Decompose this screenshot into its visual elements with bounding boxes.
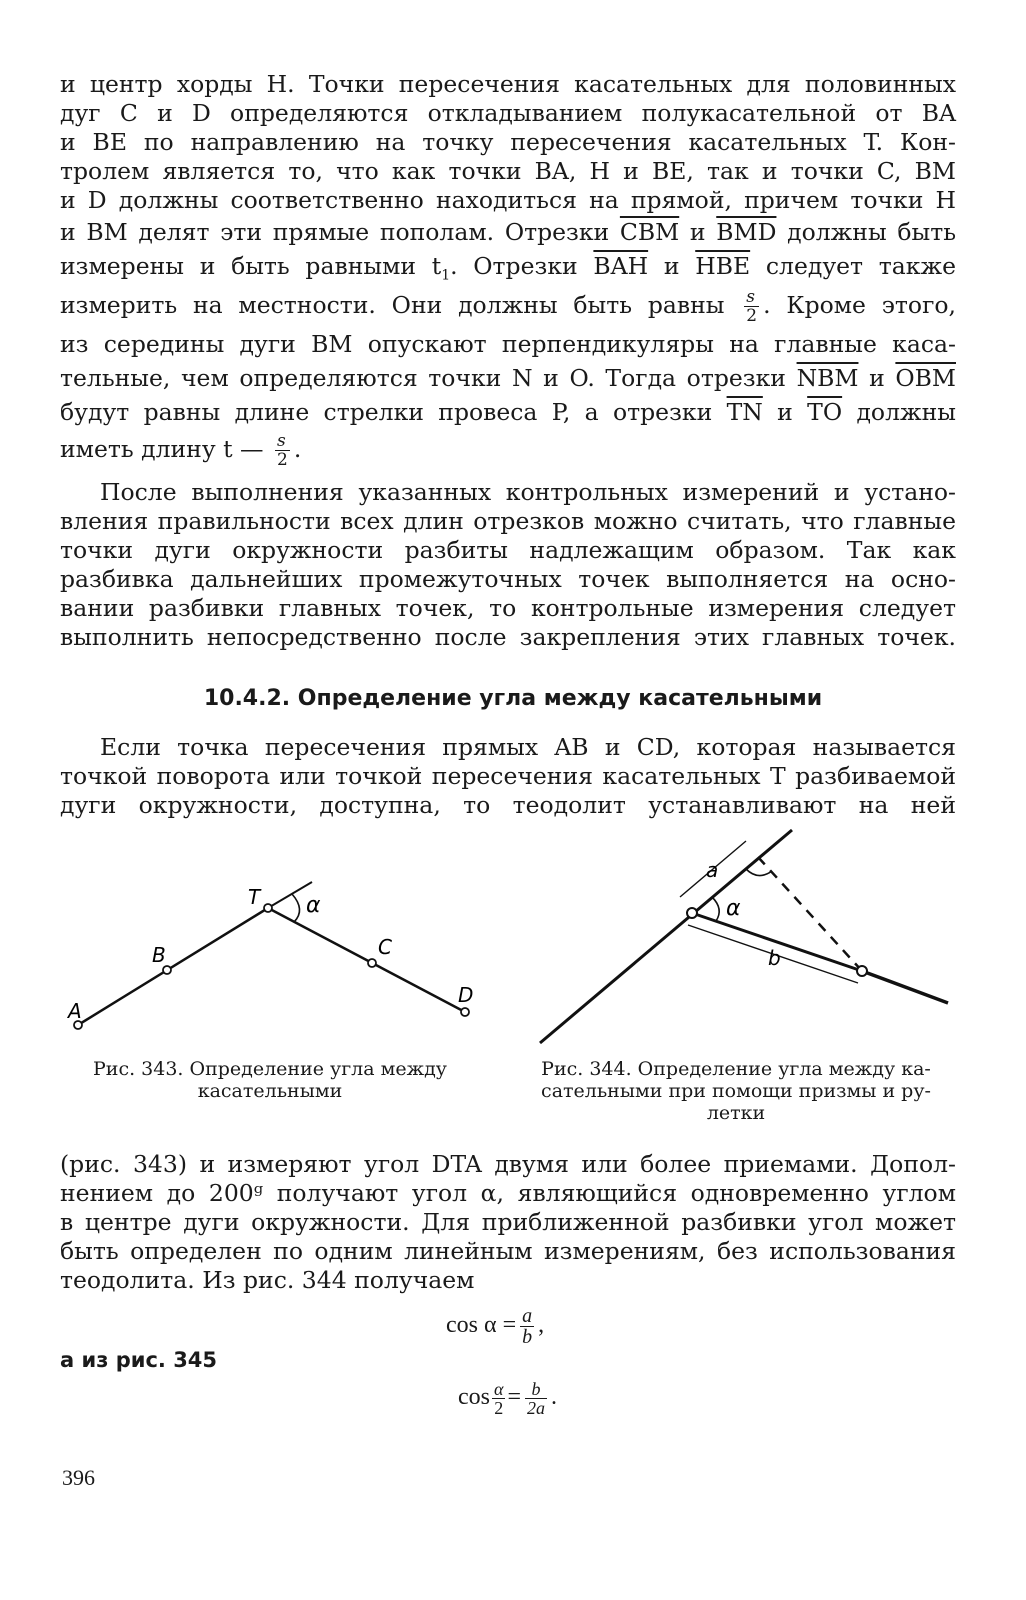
tangent-line-AT bbox=[78, 908, 268, 1025]
text-line: теодолита. Из рис. 344 получаем bbox=[60, 1266, 475, 1294]
text-line: быть определен по одним линейным измерениям, без использования bbox=[60, 1237, 956, 1265]
text-run: . bbox=[293, 435, 302, 463]
segment-label: $\overline{TN}$ bbox=[726, 398, 763, 426]
text-run: и bbox=[679, 218, 717, 246]
text-run: иметь длину t — bbox=[60, 435, 272, 463]
formula-tail: , bbox=[538, 1312, 545, 1339]
subscript: 1 bbox=[441, 267, 451, 284]
text-run: . Отрезки bbox=[450, 252, 594, 280]
tangent-line-2 bbox=[862, 971, 948, 1003]
text-line: вления правильности всех длин отрезков можно считать, что главные bbox=[60, 507, 956, 535]
label-C: C bbox=[378, 935, 392, 959]
text-line: После выполнения указанных контрольных измерений и устано- bbox=[100, 478, 956, 506]
text-line bbox=[60, 288, 956, 325]
text-line: вании разбивки главных точек, то контрольные измерения следует bbox=[60, 594, 956, 622]
label-alpha: α bbox=[306, 893, 321, 918]
fraction bbox=[275, 432, 290, 469]
denominator: 2 bbox=[277, 450, 288, 470]
numerator: s bbox=[275, 432, 290, 451]
formula-lhs: cos bbox=[458, 1384, 490, 1411]
caption-line: сательными при помощи призмы и ру- bbox=[541, 1080, 931, 1102]
numerator: a bbox=[522, 1305, 533, 1327]
segment-label: $\overline{TO}$ bbox=[807, 398, 843, 426]
text-run: и bbox=[762, 398, 808, 426]
text-line bbox=[60, 398, 956, 426]
section-heading: 10.4.2. Определение угла между касательными bbox=[203, 686, 823, 711]
numerator: α bbox=[494, 1379, 504, 1399]
text-line: выполнить непосредственно после закрепления этих главных точек. bbox=[60, 623, 956, 651]
fraction bbox=[520, 1306, 534, 1347]
text-run: и bbox=[858, 364, 896, 392]
text-run: и BM делят эти прямые пополам. Отрезки bbox=[60, 218, 620, 246]
text-line: нением до 200ᵍ получают угол α, являющийся одновременно углом bbox=[60, 1179, 956, 1207]
caption-line: летки bbox=[706, 1102, 766, 1124]
text-run: будут равны длине стрелки провеса P, а отрезки bbox=[60, 398, 727, 426]
segment-label: $\overline{NBM}$ bbox=[796, 364, 859, 392]
text-run: измерены и быть равными t bbox=[60, 252, 442, 280]
segment-label: $\overline{HBE}$ bbox=[695, 252, 751, 280]
text-line: и D должны соответственно находиться на прямой, причем точки H bbox=[60, 186, 956, 214]
denominator: b bbox=[522, 1326, 533, 1348]
segment-label: $\overline{OBM}$ bbox=[895, 364, 956, 392]
formula-eq: = bbox=[507, 1384, 521, 1411]
label-B: B bbox=[152, 943, 166, 967]
text-line: и центр хорды H. Точки пересечения касательных для половинных bbox=[60, 70, 956, 98]
text-run: следует также bbox=[750, 252, 956, 280]
point-C bbox=[368, 959, 376, 967]
numerator: b bbox=[525, 1380, 547, 1399]
figure-343-diagram bbox=[60, 870, 490, 1050]
text-line: и BE по направлению на точку пересечения касательных T. Кон- bbox=[60, 128, 956, 156]
text-line bbox=[60, 364, 956, 392]
caption-line: касательными bbox=[197, 1080, 343, 1102]
figure-344-caption bbox=[508, 1058, 964, 1124]
segment-label: $\overline{BMD}$ bbox=[716, 218, 777, 246]
angle-arc bbox=[712, 897, 719, 921]
text-line: (рис. 343) и измеряют угол DTA двумя или более приемами. Допол- bbox=[60, 1150, 956, 1178]
point-end bbox=[857, 966, 867, 976]
formula-cos-alpha bbox=[446, 1306, 544, 1347]
page-number: 396 bbox=[62, 1465, 95, 1490]
text-line: дуг C и D определяются откладыванием полукасательной от BA bbox=[60, 99, 956, 127]
text-line: Если точка пересечения прямых AB и CD, которая называется bbox=[100, 733, 956, 761]
label-a: a bbox=[706, 858, 719, 882]
text-run: тельные, чем определяются точки N и O. Тогда отрезки bbox=[60, 364, 797, 392]
label-b: b bbox=[768, 946, 781, 970]
text-line: из середины дуги BM опускают перпендикуляры на главные каса- bbox=[60, 330, 956, 358]
text-line bbox=[60, 252, 956, 290]
text-line: разбивка дальнейших промежуточных точек выполняется на осно- bbox=[60, 565, 956, 593]
text-line: дуги окружности, доступна, то теодолит устанавливают на ней bbox=[60, 791, 956, 819]
fraction bbox=[492, 1380, 505, 1417]
formula-tail: . bbox=[551, 1384, 557, 1411]
figure-344-diagram bbox=[520, 825, 960, 1050]
denominator: 2 bbox=[746, 306, 758, 326]
text-run: . Кроме этого, bbox=[763, 291, 956, 319]
label-T: T bbox=[248, 885, 261, 909]
right-angle-arc bbox=[746, 869, 772, 876]
segment-label: $\overline{BAH}$ bbox=[593, 252, 649, 280]
label-D: D bbox=[458, 983, 474, 1007]
caption-line: Рис. 344. Определение угла между ка- bbox=[541, 1058, 931, 1080]
tangent-line-1 bbox=[540, 830, 792, 1043]
text-line: точкой поворота или точкой пересечения касательных T разбиваемой bbox=[60, 762, 956, 790]
label-alpha: α bbox=[726, 896, 741, 921]
denominator: 2 bbox=[494, 1398, 504, 1418]
denominator: 2a bbox=[527, 1398, 545, 1418]
text-run: должны bbox=[842, 398, 956, 426]
point-prism bbox=[687, 908, 697, 918]
segment-label: $\overline{CBM}$ bbox=[619, 218, 680, 246]
figure-343-caption bbox=[60, 1058, 480, 1102]
fraction bbox=[744, 288, 759, 325]
fraction bbox=[525, 1380, 547, 1417]
numerator: s bbox=[744, 288, 759, 307]
text-line: в центре дуги окружности. Для приближенной разбивки угол может bbox=[60, 1208, 956, 1236]
label-A: A bbox=[68, 999, 82, 1023]
tangent-line-TD bbox=[268, 908, 465, 1012]
caption-line: Рис. 343. Определение угла между bbox=[93, 1058, 447, 1080]
text-line: точки дуги окружности разбиты надлежащим образом. Так как bbox=[60, 536, 956, 564]
formula-lhs: cos α = bbox=[446, 1312, 517, 1339]
text-run: должны быть bbox=[776, 218, 956, 246]
text-line bbox=[60, 432, 956, 469]
text-run: измерить на местности. Они должны быть равны bbox=[60, 291, 741, 319]
text-line bbox=[60, 218, 956, 246]
angle-arc bbox=[292, 894, 300, 922]
point-T bbox=[264, 904, 272, 912]
text-run: и bbox=[648, 252, 696, 280]
text-line: тролем является то, что как точки BA, H и BE, так и точки C, BM bbox=[60, 157, 956, 185]
text-line: а из рис. 345 bbox=[60, 1348, 218, 1372]
formula-cos-half-alpha bbox=[458, 1380, 557, 1417]
point-B bbox=[163, 966, 171, 974]
point-D bbox=[461, 1008, 469, 1016]
